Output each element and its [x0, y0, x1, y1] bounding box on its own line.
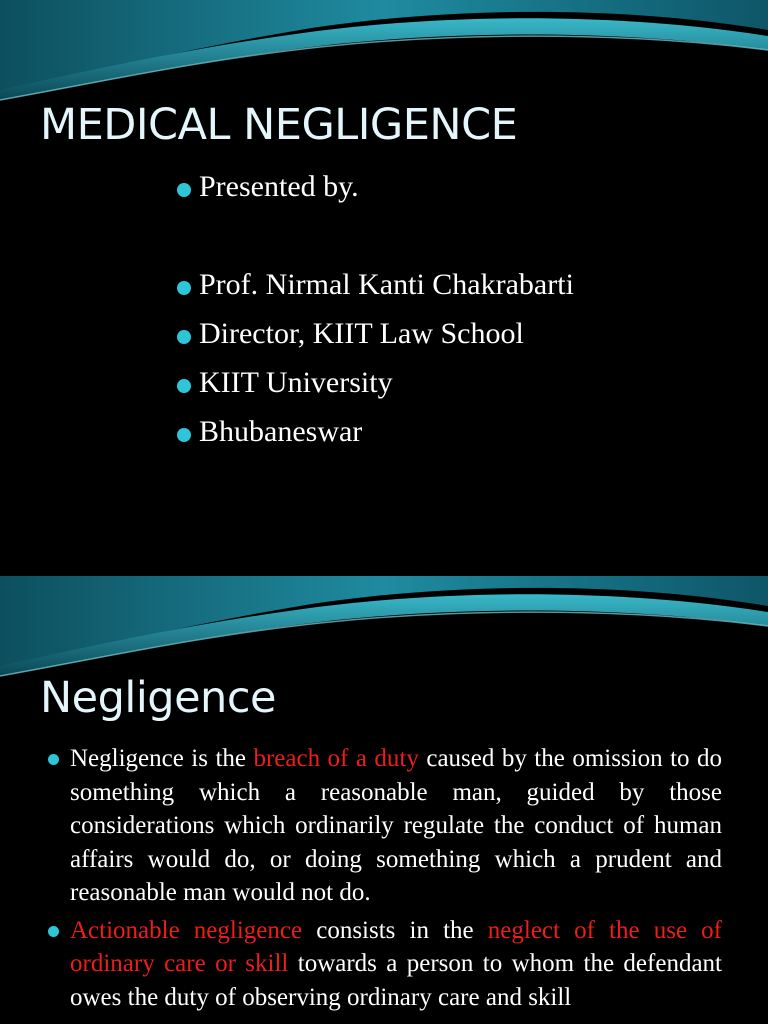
bullet-dot-icon — [177, 281, 191, 295]
list-item — [46, 742, 722, 910]
slide-title: MEDICAL NEGLIGENCE — [40, 100, 518, 150]
list-item — [177, 407, 757, 456]
slide-2 — [0, 576, 768, 1024]
presenter-list — [177, 162, 757, 456]
bullet-dot-icon — [177, 428, 191, 442]
blank-line — [177, 211, 757, 260]
text-segment: towards a person to whom the defendant owes the duty of observing ordinary care and skill — [70, 950, 722, 1011]
bullet-dot-icon — [48, 926, 59, 937]
text-segment: consists in the — [302, 916, 488, 944]
bullet-text: KIIT University — [199, 366, 393, 399]
definition-list — [46, 742, 722, 1018]
list-item — [177, 309, 757, 358]
list-item — [177, 260, 757, 309]
list-item — [46, 914, 722, 1015]
bullet-text: Prof. Nirmal Kanti Chakrabarti — [199, 268, 574, 301]
bullet-dot-icon — [177, 379, 191, 393]
list-item — [177, 358, 757, 407]
wave-banner-decoration — [0, 0, 768, 110]
bullet-text: Director, KIIT Law School — [199, 317, 524, 350]
highlight-text: breach of a duty — [253, 745, 419, 772]
bullet-text: Bhubaneswar — [199, 415, 363, 448]
list-item — [177, 162, 757, 211]
wave-banner-decoration — [0, 576, 768, 686]
highlight-text: Actionable negligence — [70, 916, 303, 944]
text-segment: caused by the omission to do something which a reasonable man, guided by those considerations which ordinarily regulate the conduct of human affairs would do, or doing something which a prudent and reasonable man would not do. — [70, 745, 722, 906]
bullet-dot-icon — [177, 330, 191, 344]
highlight-text: neglect of the use of ordinary care or skill — [70, 916, 722, 977]
bullet-dot-icon — [48, 754, 59, 765]
slide-title: Negligence — [40, 673, 276, 723]
bullet-dot-icon — [177, 183, 191, 197]
bullet-text: Presented by. — [199, 170, 359, 203]
text-segment: Negligence is the — [70, 745, 254, 772]
